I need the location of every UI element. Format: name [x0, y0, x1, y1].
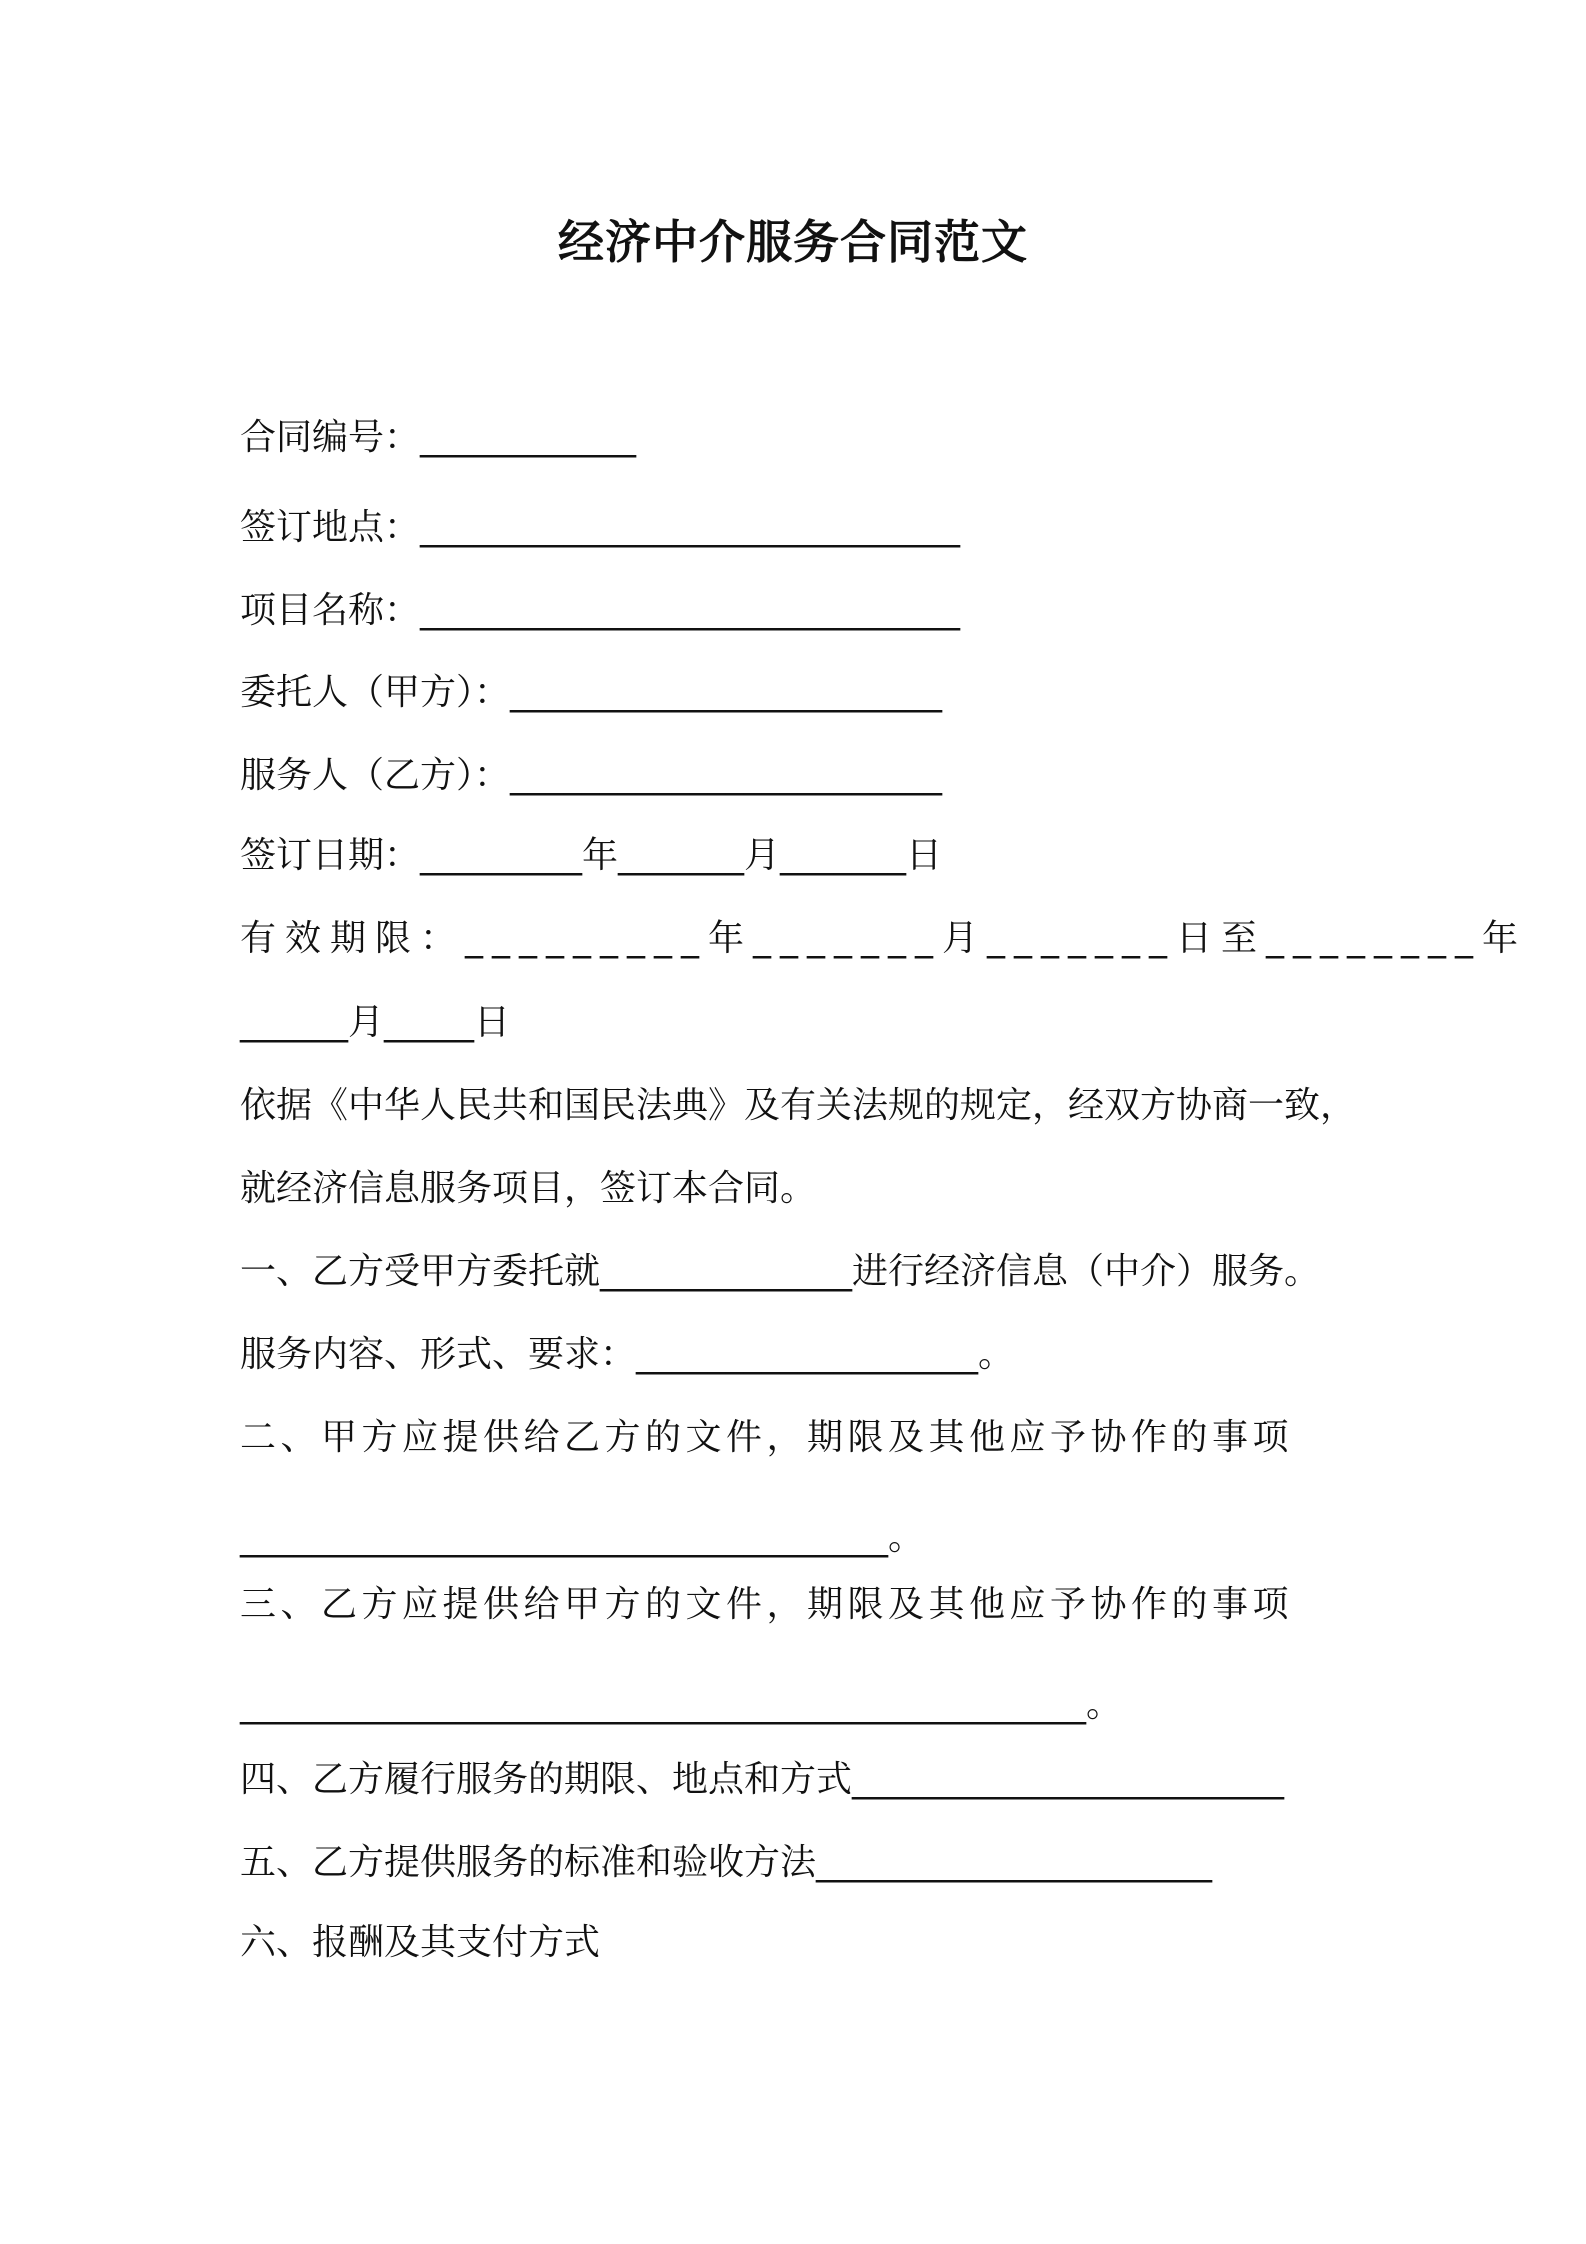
preamble-line-1: 依据《中华人民共和国民法典》及有关法规的规定，经双方协商一致， [240, 1085, 1357, 1126]
validity-period-field: 有效期限：_________年_______月_______日至________年 [240, 918, 1528, 959]
client-party-a-field: 委托人（甲方）：________________________ [240, 672, 943, 713]
clause-1-requirements: 服务内容、形式、要求：___________________。 [240, 1334, 1015, 1375]
clause-2: 二、甲方应提供给乙方的文件，期限及其他应予协作的事项 [240, 1417, 1294, 1458]
project-name-field: 项目名称：______________________________ [240, 590, 961, 631]
document-title: 经济中介服务合同范文 [558, 215, 1028, 269]
clause-3: 三、乙方应提供给甲方的文件，期限及其他应予协作的事项 [240, 1584, 1294, 1625]
clause-6: 六、报酬及其支付方式 [240, 1922, 601, 1963]
service-party-b-field: 服务人（乙方）：________________________ [240, 755, 943, 796]
validity-period-continued: ______月_____日 [240, 1002, 511, 1043]
signing-place-field: 签订地点：______________________________ [240, 507, 961, 548]
clause-5: 五、乙方提供服务的标准和验收方法______________________ [240, 1842, 1213, 1883]
clause-3-blank: _______________________________________________。 [240, 1684, 1122, 1725]
signing-date-field: 签订日期：_________年_______月_______日 [240, 835, 943, 876]
preamble-line-2: 就经济信息服务项目，签订本合同。 [240, 1168, 817, 1209]
clause-1: 一、乙方受甲方委托就______________进行经济信息（中介）服务。 [240, 1251, 1321, 1292]
clause-2-blank: ____________________________________。 [240, 1517, 924, 1558]
contract-number-field: 合同编号：____________ [240, 417, 637, 458]
clause-4: 四、乙方履行服务的期限、地点和方式________________________ [240, 1759, 1285, 1800]
